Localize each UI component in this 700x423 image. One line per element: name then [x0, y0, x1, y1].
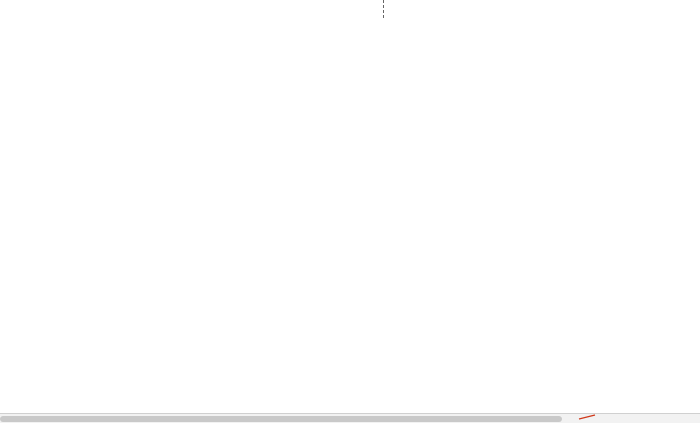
- scrollbar-thumb[interactable]: [0, 416, 562, 422]
- page-break-line: [383, 0, 384, 18]
- cursor-icon: [578, 414, 596, 420]
